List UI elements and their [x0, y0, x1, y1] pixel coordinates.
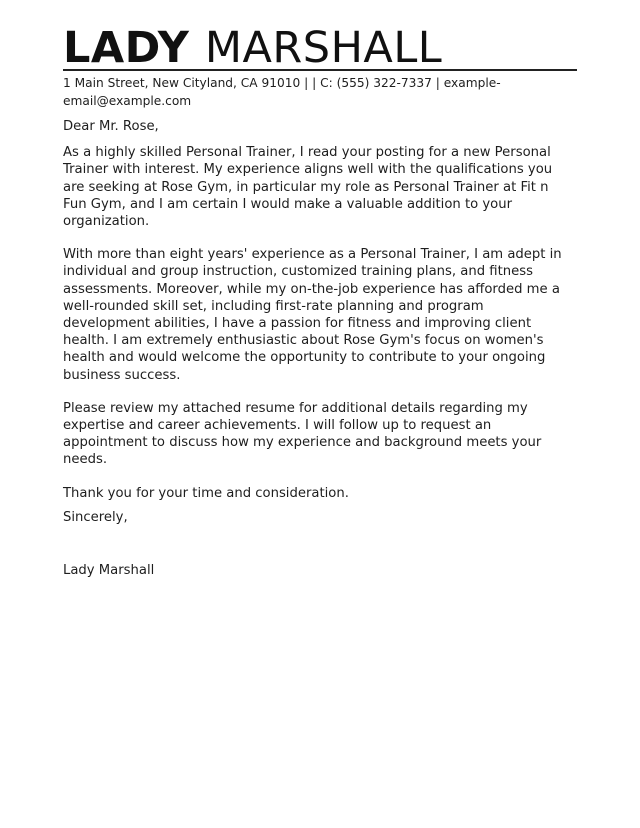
contact-line: 1 Main Street, New Cityland, CA 91010 | | C: (555) 322-7337 | example-	[63, 76, 501, 90]
contact-info	[63, 74, 503, 110]
signature-name: Lady Marshall	[63, 563, 155, 579]
letter-body	[63, 118, 568, 579]
contact-line: email@example.com	[63, 94, 192, 108]
closing: Sincerely,	[63, 509, 128, 525]
applicant-name	[63, 24, 577, 72]
letterhead	[63, 23, 577, 108]
last-name: MARSHALL	[204, 23, 443, 73]
salutation: Dear Mr. Rose,	[63, 119, 159, 134]
body-paragraph-3: Please review my attached resume for additional details regarding my expertise and career achievements. I will follow up to request an appointment to discuss how my experience and background meets your needs.	[63, 400, 542, 468]
first-name: LADY	[63, 23, 190, 73]
thank-you-line: Thank you for your time and consideration.	[63, 485, 349, 501]
body-paragraph-1: As a highly skilled Personal Trainer, I read your posting for a new Personal Trainer with interest. My experience aligns well with the qualifications you are seeking at Rose Gym, in particular my role as Personal Trainer at Fit n Fun Gym, and I am certain I would make a valuable addition to your organization.	[63, 145, 553, 230]
body-paragraph-2: With more than eight years' experience as a Personal Trainer, I am adept in individual and group instruction, customized training plans, and fitness assessments. Moreover, while my on-the-job experience has afforded me a well-rounded skill set, including first-rate planning and program development abilities, I have a passion for fitness and improving client health. I am extremely enthusiastic about Rose Gym's focus on women's health and would welcome the opportunity to contribute to your ongoing business success.	[63, 247, 562, 383]
header-divider	[63, 69, 577, 71]
